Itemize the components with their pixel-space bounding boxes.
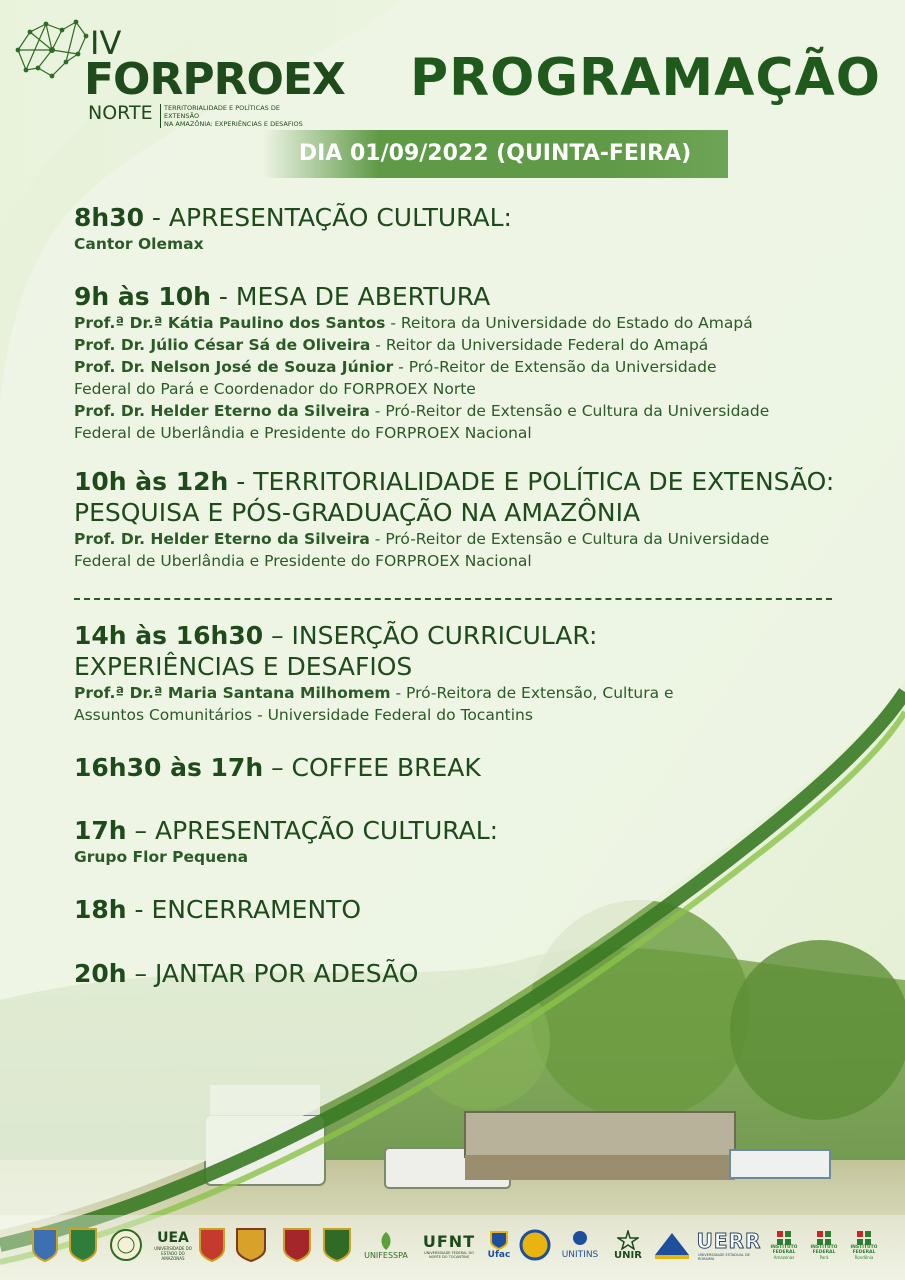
partner-label: INSTITUTO FEDERAL <box>810 1244 838 1255</box>
logo-edition: IV <box>90 24 122 62</box>
item-title: APRESENTAÇÃO CULTURAL: <box>155 816 499 845</box>
seal-icon <box>282 1223 312 1267</box>
amazon-map-mesh-icon <box>12 10 92 90</box>
day-banner: DIA 01/09/2022 (QUINTA-FEIRA) <box>262 130 728 178</box>
partner-label: UFNT <box>422 1231 476 1251</box>
speaker <box>74 528 854 550</box>
speaker <box>74 356 854 378</box>
partner-unifesspa <box>360 1223 412 1267</box>
item-sep: - <box>126 895 152 924</box>
item-guest: Grupo Flor Pequena <box>74 848 249 866</box>
speaker-name: Prof. Dr. Helder Eterno da Silveira <box>74 530 370 548</box>
speaker-name: Prof.ª Dr.ª Maria Santana Milhomem <box>74 684 391 702</box>
seal-icon <box>108 1223 144 1267</box>
seal-icon <box>518 1223 552 1267</box>
seal-icon <box>30 1223 60 1267</box>
partner-sub: Pará <box>819 1254 829 1260</box>
partner-ufac <box>484 1223 514 1267</box>
speaker-role-cont: Federal de Uberlândia e Presidente do FORPROEX Nacional <box>74 552 532 570</box>
schedule-item <box>74 466 854 572</box>
partner-uerr <box>698 1223 760 1267</box>
partner-label: INSTITUTO FEDERAL <box>850 1244 878 1255</box>
item-title: COFFEE BREAK <box>291 753 481 782</box>
speaker-role: - Reitora da Universidade do Estado do Amapá <box>385 314 753 332</box>
seal-icon <box>652 1223 692 1267</box>
schedule-item <box>74 281 854 444</box>
item-title: MESA DE ABERTURA <box>235 282 491 311</box>
item-title: TERRITORIALIDADE E POLÍTICA DE EXTENSÃO: <box>253 467 835 496</box>
item-sep: - <box>143 203 169 232</box>
partner-unitins <box>556 1223 604 1267</box>
speaker-name: Prof. Dr. Helder Eterno da Silveira <box>74 402 370 420</box>
partner-uea <box>152 1223 194 1267</box>
partner-unir <box>610 1223 646 1267</box>
partner-label: INSTITUTO FEDERAL <box>770 1244 798 1255</box>
schedule-item <box>74 202 854 255</box>
item-title: ENCERRAMENTO <box>151 895 362 924</box>
speaker <box>74 334 854 356</box>
speaker-role: - Pró-Reitor de Extensão da Universidade <box>393 358 717 376</box>
speaker-role: - Pró-Reitor de Extensão e Cultura da Universidade <box>369 402 770 420</box>
partner-label: UEA <box>157 1229 189 1246</box>
partner-label: UNITINS <box>561 1250 599 1260</box>
speaker-role-cont: Federal de Uberlândia e Presidente do FORPROEX Nacional <box>74 424 532 442</box>
item-time: 14h às 16h30 <box>74 621 264 650</box>
partner-label: UNIR <box>614 1249 642 1261</box>
partner-label: UERR <box>696 1229 762 1253</box>
schedule-item <box>74 752 854 783</box>
partner-sub: UNIVERSIDADE DO ESTADO DO AMAZONAS <box>154 1245 192 1261</box>
speaker-name: Prof. Dr. Nelson José de Souza Júnior <box>74 358 394 376</box>
item-title-cont: PESQUISA E PÓS-GRADUAÇÃO NA AMAZÔNIA <box>74 498 641 527</box>
logo-name: FORPROEX <box>84 54 345 105</box>
partner-if-pa <box>806 1223 842 1267</box>
speaker <box>74 312 854 334</box>
item-sep: – <box>263 621 292 650</box>
speaker-role: - Pró-Reitora de Extensão, Cultura e <box>390 684 674 702</box>
partner-if-ro <box>846 1223 882 1267</box>
item-time: 20h <box>74 959 127 988</box>
schedule-item <box>74 620 854 726</box>
item-sep: – <box>126 816 155 845</box>
seal-icon <box>68 1223 98 1267</box>
seal-icon <box>234 1223 268 1267</box>
schedule-item <box>74 958 854 989</box>
seal-icon <box>322 1223 352 1267</box>
speaker-role-cont: Assuntos Comunitários - Universidade Federal do Tocantins <box>74 706 533 724</box>
schedule-item <box>74 894 854 925</box>
item-sep: – <box>126 959 155 988</box>
speaker-role-cont: Federal do Pará e Coordenador do FORPROEX Norte <box>74 380 476 398</box>
page-title: PROGRAMAÇÃO <box>410 48 881 108</box>
partner-sub: Rondônia <box>854 1254 874 1260</box>
logo-region: NORTE <box>88 102 153 124</box>
item-time: 8h30 <box>74 203 144 232</box>
partner-sub: UNIVERSIDADE FEDERAL DO NORTE DO TOCANTINS <box>424 1250 474 1259</box>
item-time: 16h30 às 17h <box>74 753 264 782</box>
item-sep: - <box>228 467 254 496</box>
partner-sub: Amazonas <box>773 1254 795 1260</box>
seal-icon <box>198 1223 226 1267</box>
item-sep: - <box>210 282 236 311</box>
speaker-role: - Reitor da Universidade Federal do Amapá <box>370 336 709 354</box>
partner-label: UNIFESSPA <box>364 1250 408 1260</box>
item-title: JANTAR POR ADESÃO <box>155 959 419 988</box>
item-time: 18h <box>74 895 127 924</box>
partner-ufnt <box>418 1223 480 1267</box>
logo-tagline-line-1: TERRITORIALIDADE E POLÍTICAS DE EXTENSÃO <box>164 104 280 120</box>
item-title-cont: EXPERIÊNCIAS E DESAFIOS <box>74 652 413 681</box>
partner-logos <box>0 1215 905 1275</box>
logo-tagline-line-2: NA AMAZÔNIA: EXPERIÊNCIAS E DESAFIOS <box>164 120 303 128</box>
speaker-name: Prof.ª Dr.ª Kátia Paulino dos Santos <box>74 314 386 332</box>
item-guest: Cantor Olemax <box>74 235 204 253</box>
partner-sub: UNIVERSIDADE ESTADUAL DE RORAIMA <box>698 1253 750 1261</box>
speaker <box>74 682 854 704</box>
item-title: APRESENTAÇÃO CULTURAL: <box>168 203 512 232</box>
item-time: 10h às 12h <box>74 467 229 496</box>
item-time: 9h às 10h <box>74 282 211 311</box>
item-title: INSERÇÃO CURRICULAR: <box>291 621 598 650</box>
partner-label: Ufac <box>487 1250 511 1260</box>
partner-if-am <box>766 1223 802 1267</box>
speaker-role: - Pró-Reitor de Extensão e Cultura da Universidade <box>369 530 770 548</box>
logo-tagline <box>160 104 314 128</box>
speaker <box>74 400 854 422</box>
item-time: 17h <box>74 816 127 845</box>
schedule-item <box>74 815 854 868</box>
speaker-name: Prof. Dr. Júlio César Sá de Oliveira <box>74 336 371 354</box>
section-divider <box>74 598 832 600</box>
event-logo <box>12 10 345 128</box>
item-sep: – <box>263 753 292 782</box>
